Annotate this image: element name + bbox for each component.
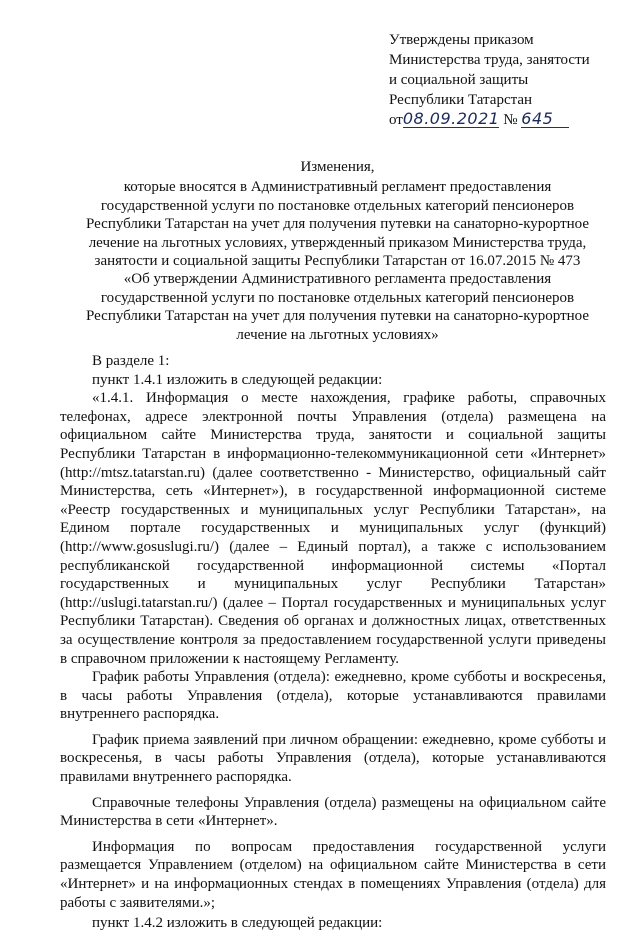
handwritten-number: 645 — [521, 111, 569, 128]
paragraph: График работы Управления (отдела): ежедневно, кроме субботы и воскресенья, в часы работы Управления (отдела), которые устанавливаются правилами внутреннего распорядка. — [60, 669, 606, 723]
approval-line: Министерства труда, занятости — [389, 52, 590, 68]
title-line: Республики Татарстан на учет для получения путевки на санаторно-курортное — [85, 308, 589, 325]
title-line: «Об утверждении Административного регламента предоставления — [123, 271, 552, 288]
approval-block — [389, 30, 629, 130]
paragraph: Справочные телефоны Управления (отдела) размещены на официальном сайте Министерства в сети «Интернет». — [60, 794, 606, 830]
title-line: государственной услуги по постановке отдельных категорий пенсионеров — [100, 289, 575, 306]
document-title — [60, 158, 615, 344]
title-line: государственной услуги по постановке отдельных категорий пенсионеров — [100, 197, 575, 214]
title-line: которые вносятся в Административный регламент предоставления — [123, 179, 552, 196]
approval-date-line — [389, 110, 629, 130]
approval-line: Республики Татарстан — [389, 92, 533, 108]
number-prefix: № — [503, 112, 518, 128]
item-heading: пункт 1.4.1 изложить в следующей редакции: — [92, 371, 383, 388]
approval-line: Утверждены приказом — [389, 32, 534, 48]
section-heading: В разделе 1: — [92, 353, 170, 369]
item-heading: пункт 1.4.2 изложить в следующей редакции: — [92, 915, 383, 932]
paragraph: График приема заявлений при личном обращении: ежедневно, кроме субботы и воскресенья, в часы работы Управления (отдела), которые устанавливаются правилами внутреннего распорядка. — [60, 731, 606, 786]
approval-line: и социальной защиты — [389, 72, 529, 88]
document-body — [60, 352, 606, 933]
title-line: Республики Татарстан на учет для получения путевки на санаторно-курортное — [85, 216, 589, 233]
paragraph: Информация по вопросам предоставления государственной услуги размещается Управлением (отделом) на официальном сайте Министерства в сети «Интернет» и на информационных стендах в помещениях Управления (отдела) для работы с заявителями.»; — [60, 838, 606, 911]
title-line: лечение на льготных условиях, утвержденный приказом Министерства труда, — [88, 234, 587, 251]
title-line: занятости и социальной защиты Республики Татарстан от 16.07.2015 № 473 — [94, 253, 581, 270]
handwritten-date: 08.09.2021 — [402, 109, 500, 128]
paragraph: «1.4.1. Информация о месте нахождения, графике работы, справочных телефонах, адресе электронной почты Управления (отдела) размещена на официальном сайте Министерства труда, занятости и социальной защиты Республики Татарстан в информационно-телекоммуникационной сети «Интернет» (http://mtsz.tatarstan.ru) (далее соответственно - Министерство, официальный сайт Министерства, сеть «Интернет»), в государственной информационной системе «Реестр государственных и муниципальных услуг Республики Татарстан», на Едином портале государственных и муниципальных услуг (функций) (http://www.gosuslugi.ru/) (далее – Единый портал), а также с использованием республиканской государственной информационной системы «Портал государственных и муниципальных услуг Республики Татарстан» (http://uslugi.tatarstan.ru/) (далее – Портал государственных и муниципальных услуг Республики Татарстан). Сведения об органах и должностных лицах, ответственных за осуществление контроля за предоставлением государственной услуги приведены в справочном приложении к настоящему Регламенту. — [60, 390, 606, 667]
date-prefix: от — [389, 112, 403, 128]
title-line: лечение на льготных условиях» — [236, 326, 439, 343]
title-heading: Изменения, — [300, 159, 375, 175]
